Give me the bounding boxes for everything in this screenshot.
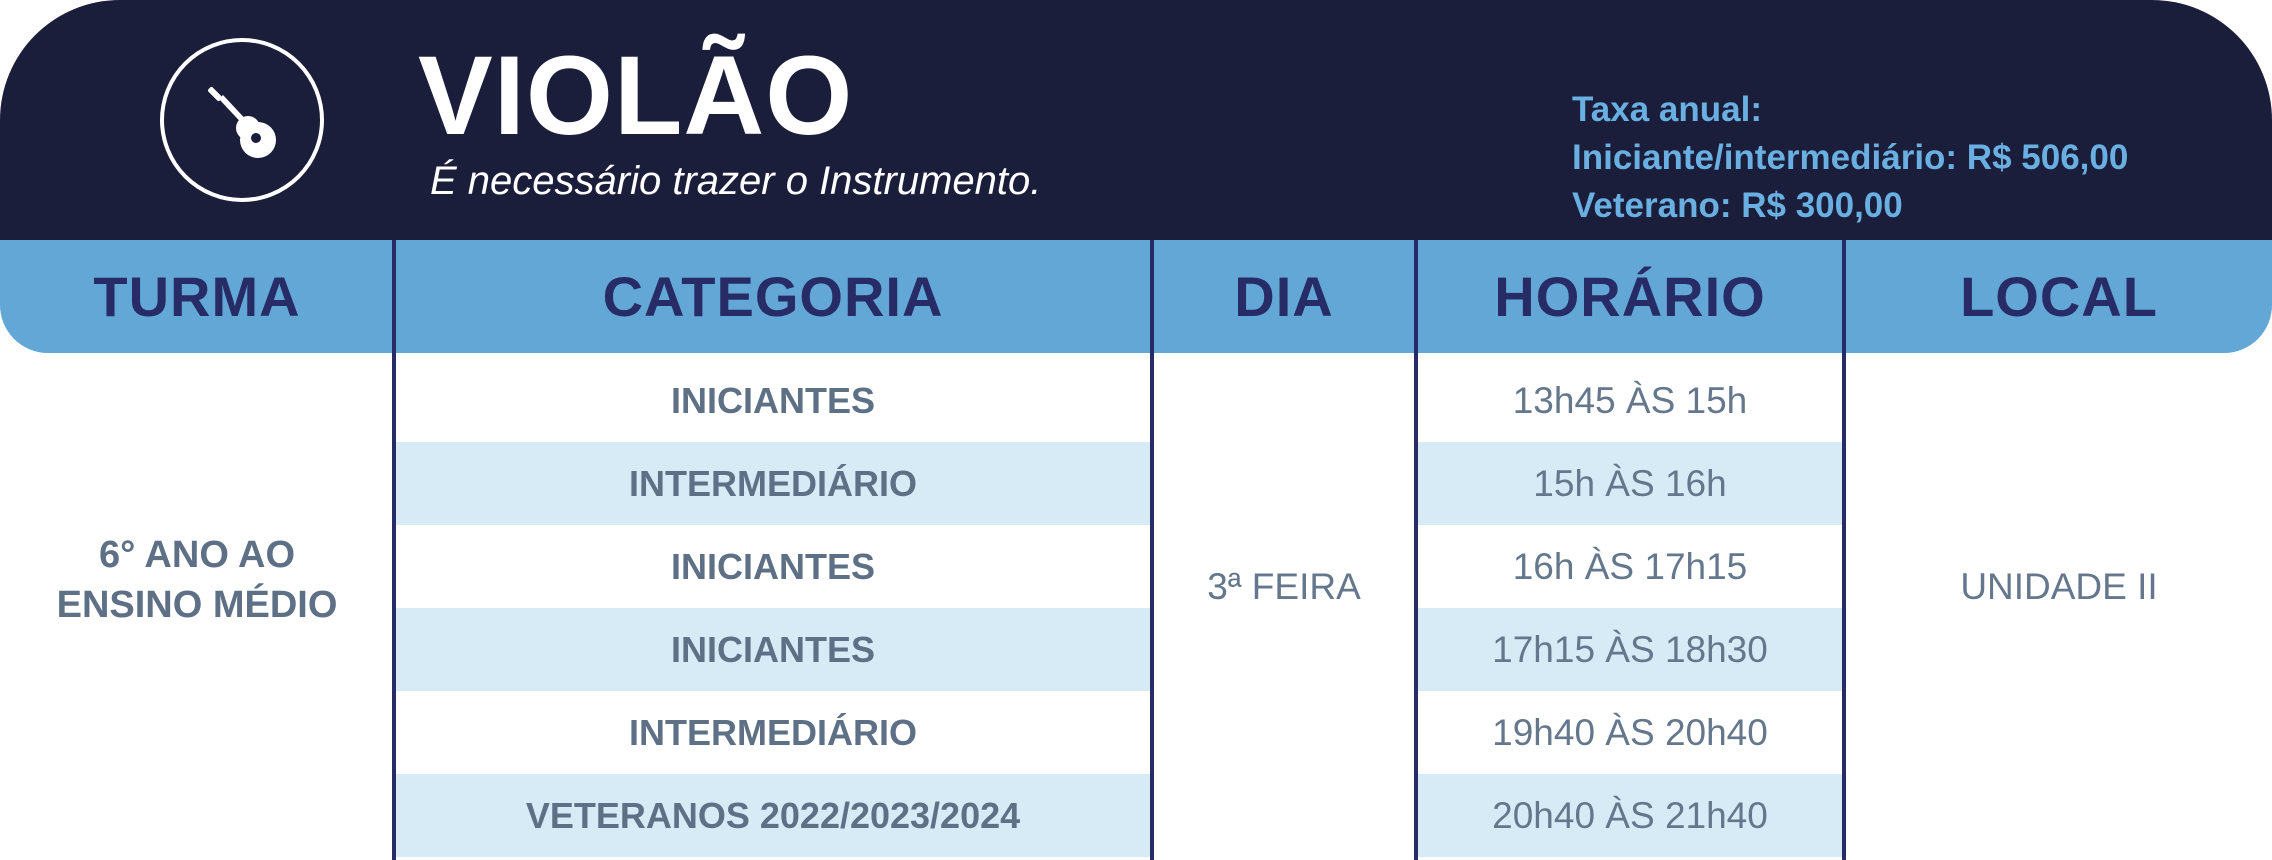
time-cell: 15h ÀS 16h (1418, 442, 1842, 525)
column-header-horario: HORÁRIO (1494, 265, 1766, 328)
table-row (0, 691, 2272, 774)
category-cell: VETERANOS 2022/2023/2024 (396, 774, 1150, 857)
time-cell: 13h45 ÀS 15h (1512, 380, 1748, 421)
column-divider (1414, 240, 1418, 860)
turma-line-2: ENSINO MÉDIO (56, 584, 338, 626)
table-row (0, 359, 2272, 442)
page-title: VIOLÃO (418, 33, 854, 158)
column-divider (1842, 240, 1846, 860)
category-cell: INTERMEDIÁRIO (629, 712, 917, 753)
time-cell: 20h40 ÀS 21h40 (1418, 774, 1842, 857)
column-divider (392, 240, 396, 860)
guitar-logo (160, 38, 324, 202)
header-banner (0, 0, 2272, 240)
category-cell: INICIANTES (670, 546, 875, 587)
column-divider (1150, 240, 1154, 860)
table-row (0, 774, 2272, 857)
column-header-bar (0, 240, 2272, 353)
turma-line-1: 6° ANO AO (98, 534, 296, 576)
column-header-dia: DIA (1234, 265, 1334, 328)
table-row (0, 442, 2272, 525)
fee-veteran: Veterano: R$ 300,00 (1572, 186, 1903, 225)
time-cell: 19h40 ÀS 20h40 (1492, 712, 1768, 753)
time-cell: 16h ÀS 17h15 (1512, 546, 1748, 587)
column-header-local: LOCAL (1960, 265, 2158, 328)
category-cell: INICIANTES (396, 608, 1150, 691)
column-header-categoria: CATEGORIA (602, 265, 944, 328)
annual-fee-info (1572, 86, 2128, 230)
local-cell: UNIDADE II (1960, 566, 2158, 607)
turma-cell (0, 530, 394, 630)
time-cell: 17h15 ÀS 18h30 (1418, 608, 1842, 691)
fee-beginner-intermediate: Iniciante/intermediário: R$ 506,00 (1572, 138, 2129, 177)
category-cell: INTERMEDIÁRIO (396, 442, 1150, 525)
page-subtitle: É necessário trazer o Instrumento. (430, 159, 1042, 203)
guitar-icon (192, 70, 292, 170)
column-header-turma: TURMA (93, 265, 301, 328)
category-cell: INICIANTES (670, 380, 875, 421)
dia-cell: 3ª FEIRA (1207, 566, 1361, 607)
fee-heading: Taxa anual: (1572, 90, 1762, 129)
